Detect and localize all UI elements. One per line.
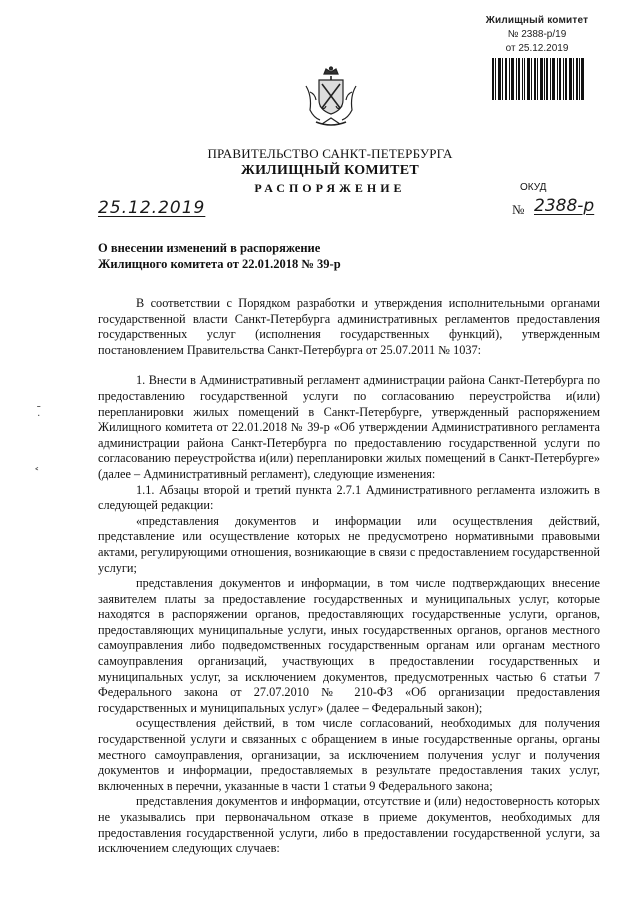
coat-of-arms-icon [302, 66, 360, 130]
body-paragraph: «представления документов и информации или осуществления действий, представление или осуществление которых не предусмотрено нормативными правовыми актами, регулирующими отношения, возникающие в связи с предоставлением государственной услуги; [98, 513, 600, 575]
subject-line-2: Жилищного комитета от 22.01.2018 № 39-р [98, 257, 341, 271]
body-paragraph: 1.1. Абзацы второй и третий пункта 2.7.1 Административного регламента изложить в следующей редакции: [98, 482, 600, 513]
stamp-number: № 2388-р/19 [507, 29, 567, 40]
document-body [98, 296, 600, 857]
body-paragraph: 1. Внести в Административный регламент администрации района Санкт-Петербурга по предоставлению государственной услуги по согласованию переустройства и(или) перепланировки жилых помещений в Санкт-Петербурге, утвержденный распоряжением Жилищного комитета от 22.01.2018 № 39-р «Об утверждении Административного регламента администрации района Санкт-Петербурга по предоставлению государственной услуги по согласованию переустройства и(или) перепланировки жилых помещений в Санкт-Петербурге» (далее – Административный регламент), следующие изменения: [98, 373, 600, 481]
committee-title: ЖИЛИЩНЫЙ КОМИТЕТ [240, 163, 420, 178]
government-title: ПРАВИТЕЛЬСТВО САНКТ-ПЕТЕРБУРГА [207, 146, 453, 161]
handwritten-date: 25.12.2019 [98, 198, 206, 218]
barcode-icon [492, 58, 584, 100]
body-paragraph: В соответствии с Порядком разработки и утверждения исполнительными органами государственной власти Санкт-Петербурга административных регламентов предоставления государственных услуг (исполнения государственных функций), утвержденным постановлением Правительства Санкт-Петербурга от 25.07.2011 № 1037: [98, 296, 600, 357]
document-subject [98, 240, 388, 272]
registration-stamp [482, 14, 592, 56]
subject-line-1: О внесении изменений в распоряжение [98, 241, 321, 255]
margin-mark: ˂ [34, 466, 40, 479]
number-label: № [512, 202, 525, 217]
handwritten-number: 2388-р [534, 196, 595, 216]
stamp-date: от 25.12.2019 [505, 43, 569, 54]
stamp-title: Жилищный комитет [485, 15, 589, 26]
body-paragraph: осуществления действий, в том числе согласований, необходимых для получения государственной услуги и связанных с обращением в иные государственные органы, органы местного самоуправления, организации, за исключением получения услуг и получения документов и информации, предоставляемых в результате предоставления таких услуг, включенных в перечни, указанные в части 1 статьи 9 Федерального закона; [98, 716, 600, 793]
okud-label: ОКУД [520, 182, 547, 193]
margin-mark: ˉ̣ [36, 404, 42, 417]
body-paragraph: представления документов и информации, в том числе подтверждающих внесение заявителем платы за предоставление государственных и муниципальных услуг, которые находятся в распоряжении органов, предоставляющих государственные услуги, органов, предоставляющих муниципальные услуги, иных государственных органов, органов местного самоуправления либо подведомственных государственным органам или органам местного самоуправления организаций, участвующих в предоставлении государственных и муниципальных услуг, за исключением документов, предусмотренных частью 6 статьи 7 Федерального закона от 27.07.2010 № 210-ФЗ «Об организации предоставления государственных и муниципальных услуг» (далее – Федеральный закон); [98, 576, 600, 715]
body-paragraph: представления документов и информации, отсутствие и (или) недостоверность которых не указывались при первоначальном отказе в приеме документов, необходимых для предоставления государственной услуги, либо в предоставлении государственной услуги, за исключением следующих случаев: [98, 794, 600, 856]
document-header [180, 146, 480, 196]
document-type: РАСПОРЯЖЕНИЕ [254, 181, 406, 195]
